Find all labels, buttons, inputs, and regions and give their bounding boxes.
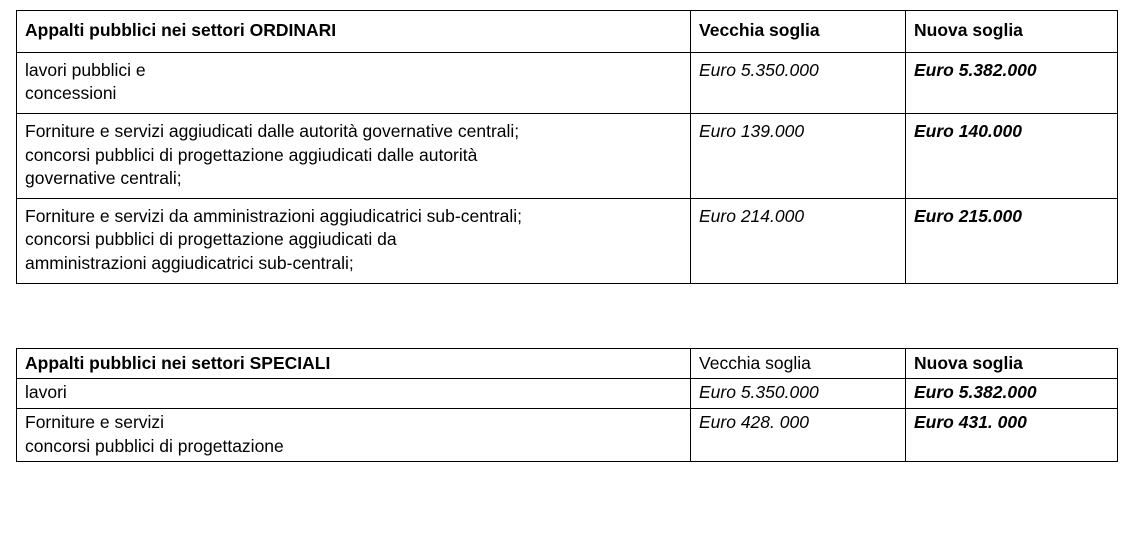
table-header-row (17, 11, 1118, 53)
table-row (17, 408, 1118, 461)
table-header-row (17, 348, 1118, 379)
row-old-threshold: Euro 5.350.000 (691, 52, 906, 113)
description-line: lavori pubblici e (25, 59, 146, 80)
description-line: amministrazioni aggiudicatrici sub-centrali; (25, 253, 354, 273)
description-line: governative centrali; (25, 168, 182, 189)
row-old-threshold: Euro 428. 000 (691, 408, 906, 461)
row-old-threshold: Euro 5.350.000 (691, 379, 906, 409)
description-line: Forniture e servizi aggiudicati dalle autorità governative centrali; (25, 120, 520, 141)
header-description: Appalti pubblici nei settori ORDINARI (17, 11, 691, 53)
table-appalti-speciali (16, 348, 1118, 463)
header-new-threshold: Nuova soglia (906, 348, 1118, 379)
description-line: concessioni (25, 83, 117, 104)
table-spacer (0, 284, 1140, 348)
header-new-threshold: Nuova soglia (906, 11, 1118, 53)
table-appalti-ordinari (16, 10, 1118, 284)
description-line: Forniture e servizi (25, 411, 165, 432)
row-new-threshold: Euro 5.382.000 (906, 52, 1118, 113)
row-description (17, 113, 691, 198)
table-row (17, 113, 1118, 198)
row-description (17, 408, 691, 461)
description-line: concorsi pubblici di progettazione aggiudicati dalle autorità (25, 144, 478, 165)
description-line: lavori (25, 382, 67, 403)
description-line: Forniture e servizi da amministrazioni aggiudicatrici sub-centrali; (25, 205, 522, 226)
table-row (17, 52, 1118, 113)
row-description (17, 52, 691, 113)
header-old-threshold: Vecchia soglia (691, 348, 906, 379)
description-line: concorsi pubblici di progettazione aggiudicati da (25, 229, 397, 250)
row-new-threshold: Euro 140.000 (906, 113, 1118, 198)
row-new-threshold: Euro 431. 000 (906, 408, 1118, 461)
header-old-threshold: Vecchia soglia (691, 11, 906, 53)
row-description (17, 379, 691, 409)
row-old-threshold: Euro 214.000 (691, 198, 906, 283)
table-row (17, 379, 1118, 409)
row-description (17, 198, 691, 283)
row-new-threshold: Euro 5.382.000 (906, 379, 1118, 409)
row-new-threshold: Euro 215.000 (906, 198, 1118, 283)
table-row (17, 198, 1118, 283)
description-line: concorsi pubblici di progettazione (25, 435, 284, 456)
header-description: Appalti pubblici nei settori SPECIALI (17, 348, 691, 379)
row-old-threshold: Euro 139.000 (691, 113, 906, 198)
